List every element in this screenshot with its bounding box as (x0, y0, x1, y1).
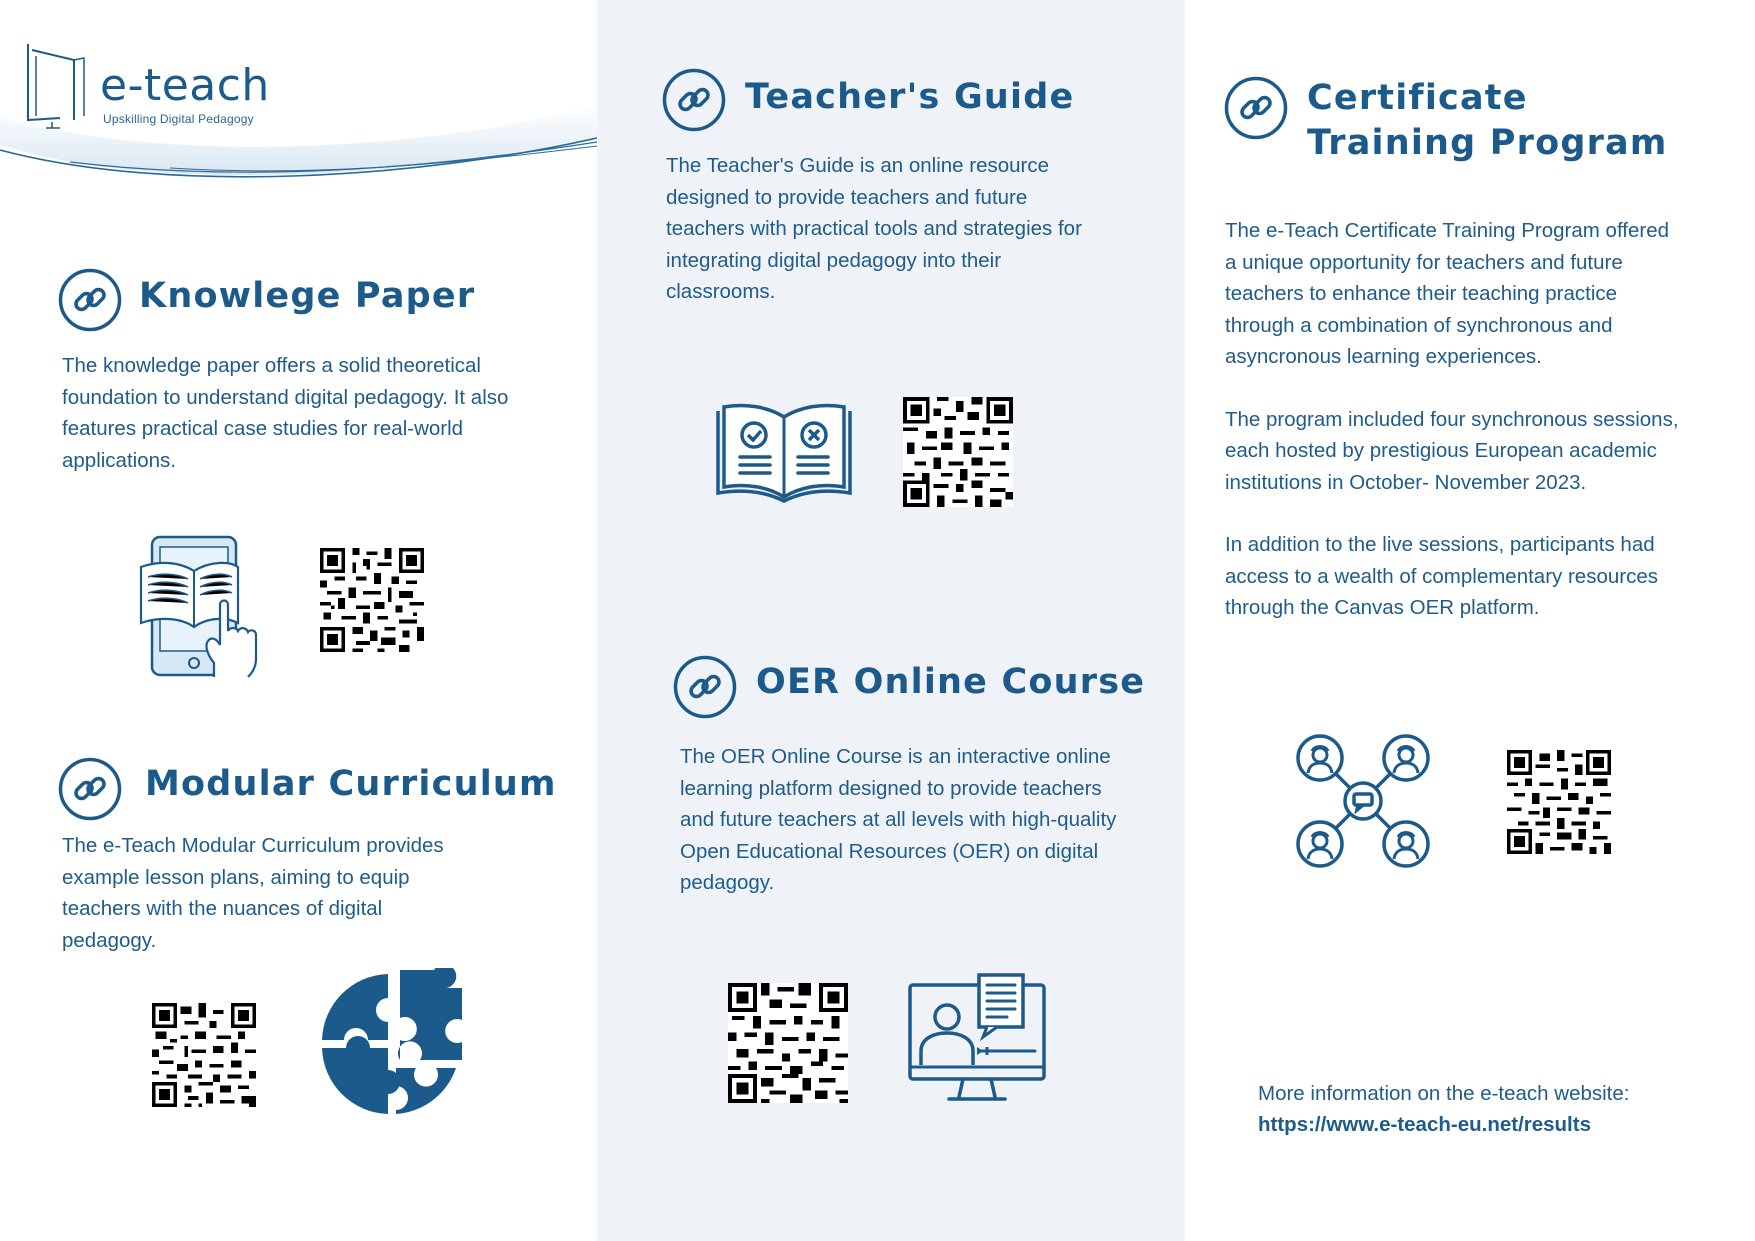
logo (22, 40, 92, 137)
certificate-para-3: In addition to the live sessions, participants had access to a wealth of complementary resources through the Canvas OER platform. (1225, 533, 1658, 619)
puzzle-icon (316, 968, 468, 1123)
qr-code-icon[interactable] (152, 1003, 256, 1107)
qr-code-icon[interactable] (728, 983, 848, 1103)
teachers-guide-text: The Teacher's Guide is an online resource designed to provide teachers and future teachers with practical tools and strategies for integrating digital pedagogy into their classrooms. (666, 154, 1082, 303)
certificate-title-line2: Training Program (1307, 123, 1668, 163)
network-people-icon (1295, 733, 1431, 874)
link-icon[interactable] (58, 757, 122, 821)
modular-curriculum-text: The e-Teach Modular Curriculum provides example lesson plans, aiming to equip teachers with the nuances of digital pedagogy. (62, 834, 444, 952)
qr-code-icon[interactable] (320, 548, 424, 652)
knowledge-paper-text: The knowledge paper offers a solid theoretical foundation to understand digital pedagogy. It also features practical case studies for real-world applications. (62, 354, 509, 472)
link-icon[interactable] (673, 655, 737, 719)
more-info-text: More information on the e-teach website: (1258, 1082, 1630, 1105)
knowledge-paper-title: Knowlege Paper (139, 276, 476, 316)
link-icon[interactable] (58, 268, 122, 332)
link-icon[interactable] (662, 68, 726, 132)
modular-curriculum-title: Modular Curriculum (145, 764, 557, 804)
link-icon[interactable] (1224, 76, 1288, 140)
video-lesson-icon (907, 973, 1047, 1110)
teachers-guide-title: Teacher's Guide (745, 77, 1075, 117)
oer-course-text: The OER Online Course is an interactive online learning platform designed to provide teachers and future teachers at all levels with high-quality Open Educational Resources (OER) on digital pedagogy. (680, 745, 1117, 894)
qr-code-icon[interactable] (903, 397, 1013, 507)
certificate-para-1: The e-Teach Certificate Training Program offered a unique opportunity for teachers and future teachers to enhance their teaching practice through a combination of synchronous and asyncronous learning experiences. (1225, 219, 1670, 368)
qr-code-icon[interactable] (1507, 750, 1611, 854)
logo-title: e-teach (100, 60, 270, 111)
results-link[interactable]: https://www.e-teach-eu.net/results (1258, 1113, 1591, 1136)
logo-subtitle: Upskilling Digital Pedagogy (103, 112, 254, 126)
oer-course-title: OER Online Course (756, 662, 1146, 702)
open-book-check-icon (714, 403, 854, 510)
certificate-para-2: The program included four synchronous sessions, each hosted by prestigious European academic institutions in October- November 2023. (1225, 407, 1679, 494)
logo-mark-icon (22, 40, 92, 132)
tablet-book-icon (138, 535, 268, 685)
certificate-title-line1: Certificate (1307, 78, 1528, 118)
certificate-text (1225, 215, 1685, 624)
